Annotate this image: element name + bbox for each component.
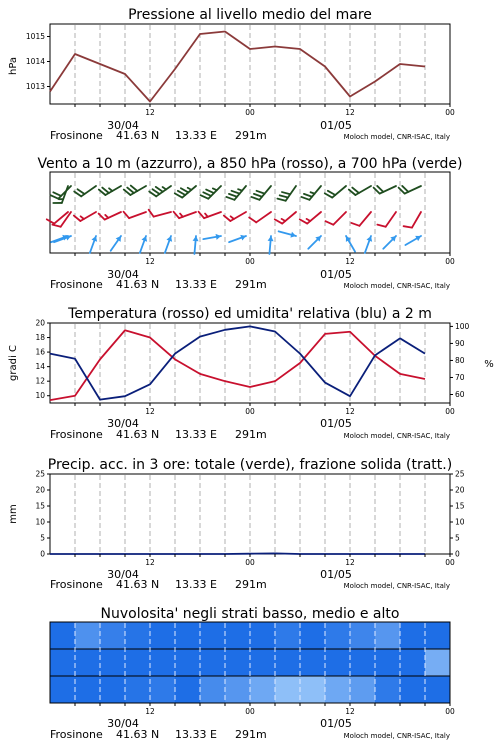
y-tick-label: 20	[35, 318, 45, 328]
cloud-cell-basso	[75, 676, 101, 703]
hour-tick-label: 00	[245, 558, 255, 567]
day-label-30-04: 30/04	[107, 568, 139, 581]
cloud-cell-medio	[375, 649, 401, 676]
location-lat: 41.63 N	[116, 129, 160, 142]
y-tick-label-right: 90	[455, 338, 465, 348]
temperature-title: Temperatura (rosso) ed umidita' relativa (blu) a 2 m	[68, 306, 432, 322]
cloud-cell-basso	[400, 676, 426, 703]
hour-tick-label: 00	[245, 707, 255, 716]
cloud-cell-basso	[100, 676, 126, 703]
cloud-cell-medio	[250, 649, 276, 676]
cloud-cell-alto	[275, 622, 301, 649]
cloud-cell-medio	[125, 649, 151, 676]
location-lon: 13.33 E	[175, 428, 217, 441]
day-label-01-05: 01/05	[320, 119, 352, 132]
location-lon: 13.33 E	[175, 728, 217, 741]
cloud-cell-basso	[50, 676, 76, 703]
cloud-cell-basso	[200, 676, 226, 703]
hour-tick-label: 00	[245, 257, 255, 266]
hour-tick-label: 12	[145, 558, 155, 567]
hour-tick-label: 12	[145, 108, 155, 117]
location-lon: 13.33 E	[175, 578, 217, 591]
cloud-cell-alto	[425, 622, 451, 649]
cloud-cell-basso	[225, 676, 251, 703]
hour-tick-label: 12	[345, 108, 355, 117]
location-lat: 41.63 N	[116, 428, 160, 441]
y-tick-label-right: 100	[455, 321, 470, 331]
cloud-cell-basso	[425, 676, 451, 703]
cloud-cell-medio	[175, 649, 201, 676]
cloud-cell-basso	[250, 676, 276, 703]
y-tick-label: 25	[35, 469, 45, 479]
cloud-cell-alto	[400, 622, 426, 649]
day-label-30-04: 30/04	[107, 268, 139, 281]
model-credit: Moloch model, CNR-ISAC, Italy	[343, 432, 450, 440]
cloud-cell-basso	[350, 676, 376, 703]
location-lon: 13.33 E	[175, 129, 217, 142]
temperature-ylabel: gradi C	[8, 345, 19, 381]
location-lat: 41.63 N	[116, 728, 160, 741]
hour-tick-label: 00	[445, 407, 455, 416]
pressure-title: Pressione al livello medio del mare	[128, 7, 372, 23]
cloud-cell-medio	[225, 649, 251, 676]
cloud-cell-alto	[375, 622, 401, 649]
y-tick-label-right: 20	[455, 485, 465, 495]
y-tick-label: 1014	[25, 57, 45, 66]
day-label-01-05: 01/05	[320, 717, 352, 730]
y-tick-label: 20	[35, 485, 45, 495]
cloud-cell-basso	[125, 676, 151, 703]
hour-tick-label: 00	[445, 108, 455, 117]
model-credit: Moloch model, CNR-ISAC, Italy	[343, 582, 450, 590]
location-altitude: 291m	[235, 728, 267, 741]
y-tick-label-right: 60	[455, 389, 465, 399]
humidity-ylabel: %	[484, 359, 494, 370]
cloud-cell-alto	[225, 622, 251, 649]
y-tick-label: 15	[35, 501, 45, 511]
y-tick-label: 1015	[25, 32, 45, 41]
location-name: Frosinone	[50, 428, 103, 441]
cloud-cell-basso	[300, 676, 326, 703]
cloud-cell-medio	[350, 649, 376, 676]
model-credit: Moloch model, CNR-ISAC, Italy	[343, 282, 450, 290]
cloud-cell-basso	[175, 676, 201, 703]
cloud-cell-medio	[275, 649, 301, 676]
cloud-cell-alto	[175, 622, 201, 649]
hour-tick-label: 00	[445, 707, 455, 716]
cloud-cell-alto	[350, 622, 376, 649]
cloud-cell-medio	[200, 649, 226, 676]
location-altitude: 291m	[235, 129, 267, 142]
location-name: Frosinone	[50, 278, 103, 291]
cloud-cell-basso	[150, 676, 176, 703]
hour-tick-label: 12	[345, 257, 355, 266]
cloud-cell-medio	[75, 649, 101, 676]
location-lon: 13.33 E	[175, 278, 217, 291]
cloud-cell-basso	[275, 676, 301, 703]
location-name: Frosinone	[50, 728, 103, 741]
cloud-cell-medio	[100, 649, 126, 676]
cloud-cell-alto	[325, 622, 351, 649]
precip-title: Precip. acc. in 3 ore: totale (verde), frazione solida (tratt.)	[47, 457, 453, 473]
cloud-cell-alto	[100, 622, 126, 649]
hour-tick-label: 00	[245, 407, 255, 416]
day-label-30-04: 30/04	[107, 417, 139, 430]
y-tick-label: 10	[35, 391, 45, 401]
y-tick-label-right: 25	[455, 469, 465, 479]
y-tick-label: 5	[40, 533, 45, 543]
y-tick-label-right: 80	[455, 355, 465, 365]
hour-tick-label: 00	[245, 108, 255, 117]
location-name: Frosinone	[50, 578, 103, 591]
y-tick-label-right: 70	[455, 372, 465, 382]
y-tick-label: 18	[35, 333, 45, 343]
location-name: Frosinone	[50, 129, 103, 142]
cloud-cell-medio	[300, 649, 326, 676]
cloud-cell-alto	[75, 622, 101, 649]
y-tick-label-right: 0	[455, 549, 460, 559]
cloud-cell-medio	[325, 649, 351, 676]
cloud-cell-alto	[300, 622, 326, 649]
y-tick-label: 0	[40, 549, 45, 559]
y-tick-label: 1013	[25, 82, 45, 91]
y-tick-label-right: 15	[455, 501, 465, 511]
hour-tick-label: 12	[345, 707, 355, 716]
cloud-cell-medio	[425, 649, 451, 676]
hour-tick-label: 00	[445, 257, 455, 266]
y-tick-label-right: 10	[455, 517, 465, 527]
day-label-30-04: 30/04	[107, 717, 139, 730]
cloud-cell-basso	[325, 676, 351, 703]
cloud-cell-alto	[250, 622, 276, 649]
precip-total-line	[50, 553, 425, 554]
y-tick-label: 16	[35, 347, 45, 357]
day-label-30-04: 30/04	[107, 119, 139, 132]
cloud-cell-medio	[150, 649, 176, 676]
wind-title: Vento a 10 m (azzurro), a 850 hPa (rosso), a 700 hPa (verde)	[37, 156, 463, 172]
y-tick-label: 10	[35, 517, 45, 527]
cloud-title: Nuvolosita' negli strati basso, medio e alto	[100, 606, 400, 622]
precip-ylabel: mm	[8, 504, 19, 524]
cloud-cell-basso	[375, 676, 401, 703]
y-tick-label: 12	[35, 376, 45, 386]
hour-tick-label: 12	[145, 257, 155, 266]
location-altitude: 291m	[235, 278, 267, 291]
hour-tick-label: 12	[145, 707, 155, 716]
location-altitude: 291m	[235, 428, 267, 441]
day-label-01-05: 01/05	[320, 568, 352, 581]
hour-tick-label: 12	[345, 407, 355, 416]
location-lat: 41.63 N	[116, 578, 160, 591]
model-credit: Moloch model, CNR-ISAC, Italy	[343, 732, 450, 740]
model-credit: Moloch model, CNR-ISAC, Italy	[343, 133, 450, 141]
cloud-cell-alto	[125, 622, 151, 649]
hour-tick-label: 00	[445, 558, 455, 567]
location-altitude: 291m	[235, 578, 267, 591]
location-lat: 41.63 N	[116, 278, 160, 291]
pressure-ylabel: hPa	[8, 56, 19, 76]
cloud-cell-alto	[200, 622, 226, 649]
cloud-cell-alto	[50, 622, 76, 649]
y-tick-label: 14	[35, 362, 45, 372]
cloud-cell-alto	[150, 622, 176, 649]
cloud-cell-medio	[50, 649, 76, 676]
y-tick-label-right: 5	[455, 533, 460, 543]
day-label-01-05: 01/05	[320, 417, 352, 430]
day-label-01-05: 01/05	[320, 268, 352, 281]
hour-tick-label: 12	[345, 558, 355, 567]
hour-tick-label: 12	[145, 407, 155, 416]
cloud-cell-medio	[400, 649, 426, 676]
